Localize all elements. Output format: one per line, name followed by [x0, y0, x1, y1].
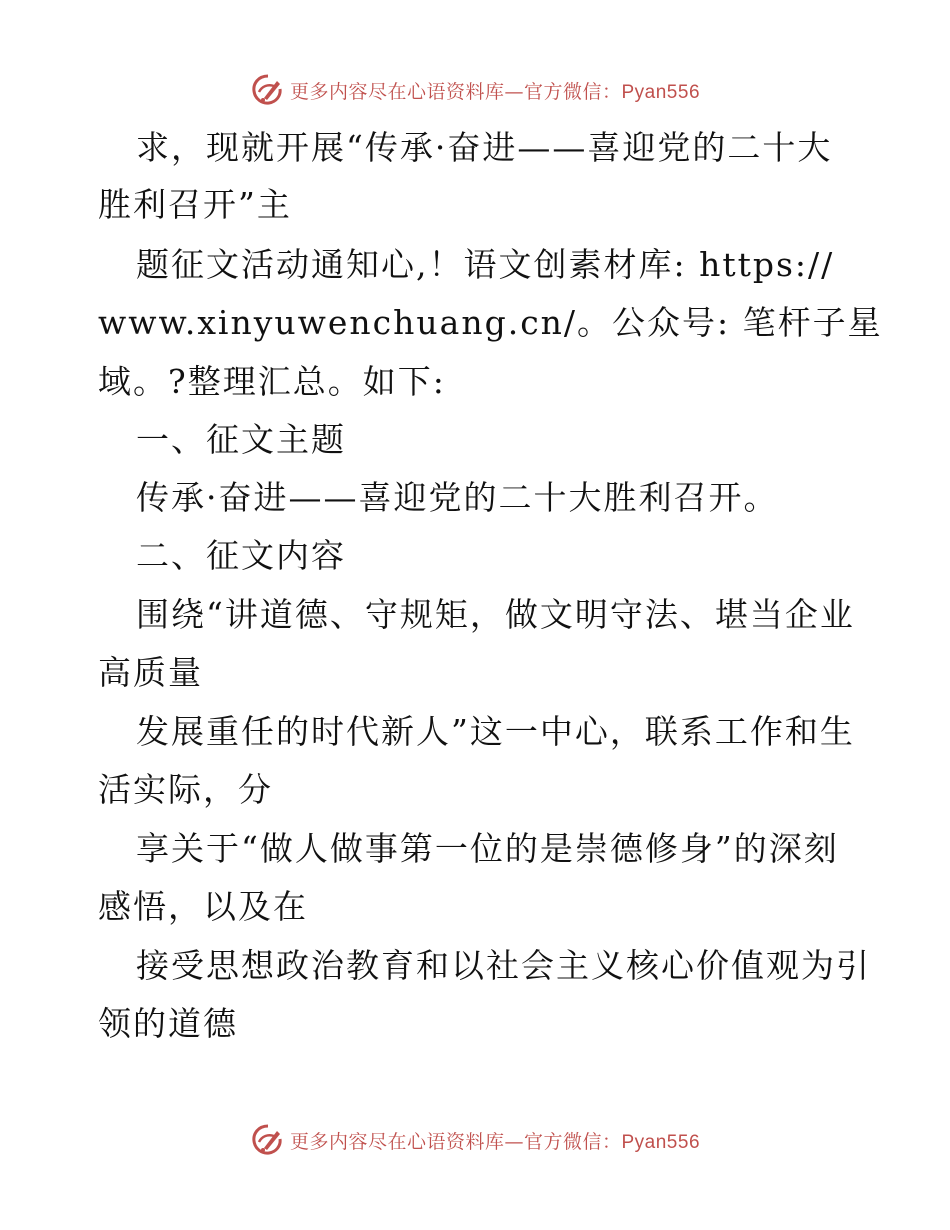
paragraph-line: 传承·奋进——喜迎党的二十大胜利召开。 — [136, 478, 779, 517]
banner-wechat-id: Pyan556 — [621, 81, 701, 103]
paragraph-line: 感悟，以及在 — [98, 887, 308, 926]
paragraph-line: 求，现就开展“传承·奋进——喜迎党的二十大 — [136, 128, 833, 167]
paragraph-line: 题征文活动通知心,！语文创素材库: https:// — [136, 245, 835, 284]
footer-watermark-banner — [0, 1120, 950, 1160]
banner-text — [290, 1127, 700, 1154]
section-heading: 二、征文内容 — [136, 536, 346, 575]
banner-main-text: 更多内容尽在心语资料库—官方微信： — [289, 80, 622, 103]
banner-main-text: 更多内容尽在心语资料库—官方微信： — [289, 1130, 622, 1153]
paragraph-line: 接受思想政治教育和以社会主义核心价值观为引 — [136, 946, 871, 985]
banner-wechat-id: Pyan556 — [621, 1131, 701, 1153]
paragraph-line: 活实际，分 — [98, 770, 273, 809]
paragraph-line: 领的道德 — [98, 1004, 238, 1043]
section-heading: 一、征文主题 — [136, 420, 346, 459]
paragraph-line: 围绕“讲道德、守规矩，做文明守法、堪当企业 — [136, 595, 855, 634]
paragraph-line: 发展重任的时代新人”这一中心，联系工作和生 — [136, 712, 855, 751]
paragraph-line: 享关于“做人做事第一位的是崇德修身”的深刻 — [136, 829, 839, 868]
red-pen-swirl-logo-icon — [250, 1122, 286, 1158]
paragraph-line: www.xinyuwenchuang.cn/。公众号: 笔杆子星 — [98, 303, 883, 342]
paragraph-line: 高质量 — [98, 653, 203, 692]
paragraph-line: 胜利召开”主 — [98, 185, 292, 224]
paragraph-line: 域。?整理汇总。如下: — [98, 362, 446, 401]
